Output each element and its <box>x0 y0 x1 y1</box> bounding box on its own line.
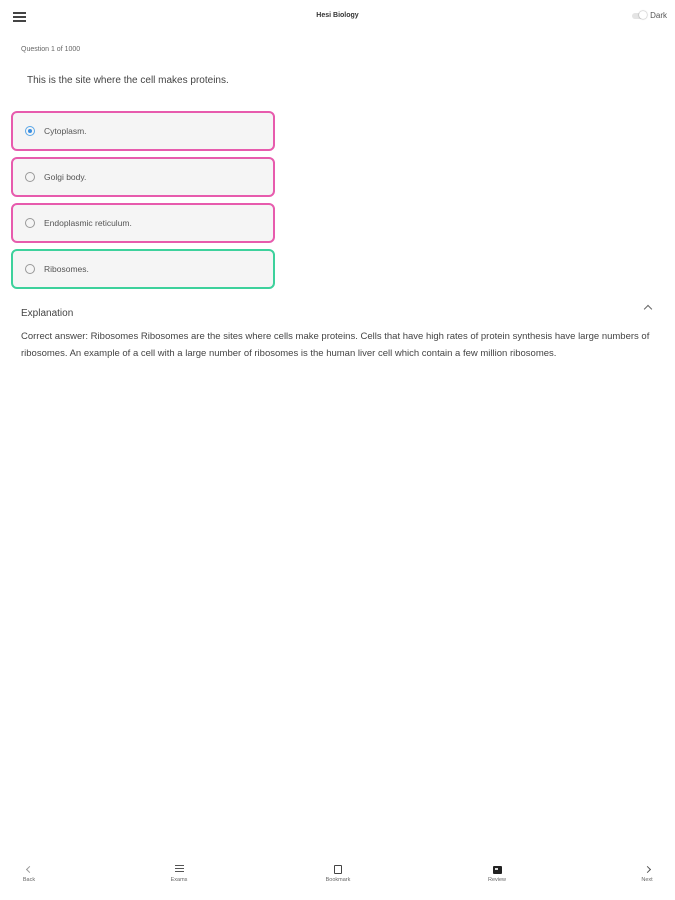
nav-next-button[interactable] <box>617 864 675 883</box>
nav-label: Exams <box>170 877 188 883</box>
answer-options <box>11 111 275 295</box>
nav-review-button[interactable] <box>467 864 527 883</box>
top-app-bar <box>0 0 675 34</box>
radio-unselected-icon[interactable] <box>25 172 35 182</box>
radio-selected-icon[interactable] <box>25 126 35 136</box>
answer-option-ribosomes[interactable] <box>11 249 275 289</box>
app-title: Hesi Biology <box>316 12 359 19</box>
explanation-body: Correct answer: Ribosomes Ribosomes are the sites where cells make proteins. Cells that have high rates of protein synthesis have large numbers of ribosomes. An example of a cell with a large number of ribosomes is the human liver cell which contain a few million ribosomes. <box>21 331 650 359</box>
answer-option-golgi-body[interactable] <box>11 157 275 197</box>
nav-exams-button[interactable] <box>149 864 209 883</box>
radio-unselected-icon[interactable] <box>25 264 35 274</box>
answer-option-cytoplasm[interactable] <box>11 111 275 151</box>
radio-unselected-icon[interactable] <box>25 218 35 228</box>
question-counter: Question 1 of 1000 <box>21 46 81 53</box>
explanation-header[interactable] <box>21 303 653 319</box>
dark-mode-toggle[interactable] <box>632 11 667 20</box>
nav-label: Back <box>22 877 36 883</box>
nav-label: Next <box>641 877 653 883</box>
chevron-right-icon <box>643 866 650 873</box>
toggle-switch-icon[interactable] <box>632 13 646 19</box>
review-icon <box>493 866 502 874</box>
explanation-title: Explanation <box>21 308 74 319</box>
chevron-up-icon[interactable] <box>644 305 652 313</box>
chevron-left-icon <box>25 866 32 873</box>
dark-mode-label: Dark <box>650 11 667 20</box>
answer-option-endoplasmic-reticulum[interactable] <box>11 203 275 243</box>
bookmark-icon <box>334 865 342 874</box>
nav-label: Review <box>487 877 507 883</box>
nav-back-button[interactable] <box>0 864 59 883</box>
option-label: Endoplasmic reticulum. <box>44 218 132 228</box>
list-icon <box>175 865 184 874</box>
option-label: Cytoplasm. <box>44 126 87 136</box>
nav-bookmark-button[interactable] <box>308 864 368 883</box>
question-text: This is the site where the cell makes proteins. <box>27 75 229 86</box>
option-label: Ribosomes. <box>44 264 89 274</box>
nav-label: Bookmark <box>325 877 351 883</box>
option-label: Golgi body. <box>44 172 87 182</box>
